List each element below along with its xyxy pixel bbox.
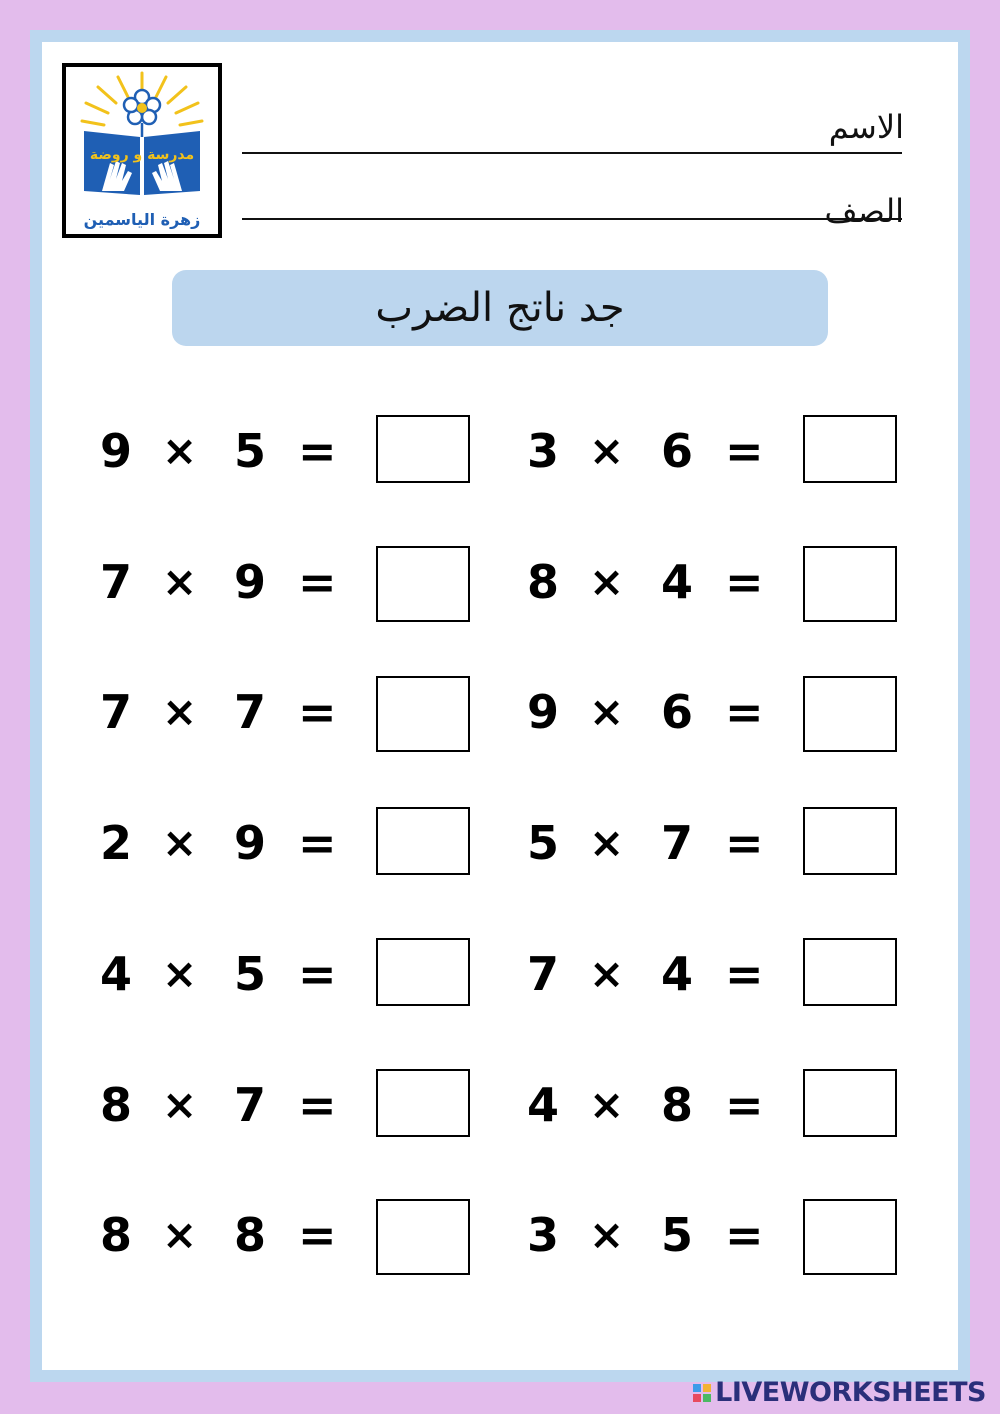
problem-13 [100, 1199, 340, 1269]
equals-sign: = [298, 424, 337, 478]
answer-box-5[interactable] [376, 676, 470, 752]
problem-11 [100, 1069, 340, 1139]
operand-b: 9 [234, 555, 267, 609]
operand-b: 7 [234, 685, 267, 739]
operand-a: 8 [527, 555, 560, 609]
operand-b: 5 [661, 1208, 694, 1262]
answer-box-13[interactable] [376, 1199, 470, 1275]
answer-box-10[interactable] [803, 938, 897, 1006]
operand-a: 7 [100, 685, 133, 739]
operand-a: 5 [527, 816, 560, 870]
operand-a: 7 [100, 555, 133, 609]
multiply-sign: × [162, 687, 198, 736]
multiply-sign: × [162, 557, 198, 606]
operand-a: 4 [527, 1078, 560, 1132]
answer-box-7[interactable] [376, 807, 470, 875]
answer-box-4[interactable] [803, 546, 897, 622]
problem-5 [100, 676, 340, 746]
class-label: الصف [824, 192, 904, 230]
class-line[interactable] [242, 218, 902, 220]
multiply-sign: × [589, 1210, 625, 1259]
problem-9 [100, 938, 340, 1008]
multiply-sign: × [589, 818, 625, 867]
operand-b: 4 [661, 555, 694, 609]
equals-sign: = [725, 1208, 764, 1262]
operand-b: 8 [234, 1208, 267, 1262]
equals-sign: = [298, 1208, 337, 1262]
equals-sign: = [298, 816, 337, 870]
multiply-sign: × [589, 557, 625, 606]
operand-b: 7 [661, 816, 694, 870]
operand-a: 9 [100, 424, 133, 478]
problem-3 [100, 546, 340, 616]
equals-sign: = [298, 947, 337, 1001]
equals-sign: = [725, 816, 764, 870]
multiply-sign: × [162, 1210, 198, 1259]
logo-graphic [66, 67, 218, 234]
equals-sign: = [298, 685, 337, 739]
operand-a: 8 [100, 1078, 133, 1132]
operand-b: 9 [234, 816, 267, 870]
operand-b: 8 [661, 1078, 694, 1132]
equals-sign: = [725, 555, 764, 609]
answer-box-3[interactable] [376, 546, 470, 622]
answer-box-9[interactable] [376, 938, 470, 1006]
problem-6 [527, 676, 767, 746]
operand-b: 5 [234, 424, 267, 478]
answer-box-12[interactable] [803, 1069, 897, 1137]
problem-10 [527, 938, 767, 1008]
operand-a: 8 [100, 1208, 133, 1262]
logo-line1: مدرسة و روضة [89, 147, 195, 163]
answer-box-6[interactable] [803, 676, 897, 752]
equals-sign: = [725, 424, 764, 478]
problem-2 [527, 415, 767, 485]
instruction-title [172, 270, 828, 346]
name-line[interactable] [242, 152, 902, 154]
problem-14 [527, 1199, 767, 1269]
problem-12 [527, 1069, 767, 1139]
multiply-sign: × [589, 1080, 625, 1129]
watermark-text: LIVEWORKSHEETS [715, 1377, 986, 1408]
multiply-sign: × [162, 1080, 198, 1129]
problem-4 [527, 546, 767, 616]
multiply-sign: × [589, 426, 625, 475]
problem-1 [100, 415, 340, 485]
logo-line2: زهرة الياسمين [83, 210, 201, 229]
operand-b: 7 [234, 1078, 267, 1132]
operand-a: 3 [527, 1208, 560, 1262]
multiply-sign: × [162, 426, 198, 475]
operand-a: 2 [100, 816, 133, 870]
flower-icon [124, 90, 160, 124]
operand-a: 7 [527, 947, 560, 1001]
operand-b: 5 [234, 947, 267, 1001]
operand-a: 4 [100, 947, 133, 1001]
name-label: الاسم [828, 108, 904, 146]
answer-box-1[interactable] [376, 415, 470, 483]
operand-b: 4 [661, 947, 694, 1001]
liveworksheets-logo-icon [693, 1384, 711, 1402]
answer-box-14[interactable] [803, 1199, 897, 1275]
answer-box-11[interactable] [376, 1069, 470, 1137]
multiply-sign: × [162, 818, 198, 867]
operand-a: 3 [527, 424, 560, 478]
watermark [693, 1377, 986, 1408]
problem-7 [100, 807, 340, 877]
operand-b: 6 [661, 685, 694, 739]
multiply-sign: × [162, 949, 198, 998]
equals-sign: = [298, 555, 337, 609]
operand-a: 9 [527, 685, 560, 739]
school-logo [62, 63, 222, 238]
instruction-text: جد ناتج الضرب [375, 285, 625, 331]
answer-box-2[interactable] [803, 415, 897, 483]
equals-sign: = [725, 947, 764, 1001]
equals-sign: = [725, 1078, 764, 1132]
multiply-sign: × [589, 687, 625, 736]
operand-b: 6 [661, 424, 694, 478]
answer-box-8[interactable] [803, 807, 897, 875]
multiply-sign: × [589, 949, 625, 998]
problem-8 [527, 807, 767, 877]
equals-sign: = [298, 1078, 337, 1132]
equals-sign: = [725, 685, 764, 739]
